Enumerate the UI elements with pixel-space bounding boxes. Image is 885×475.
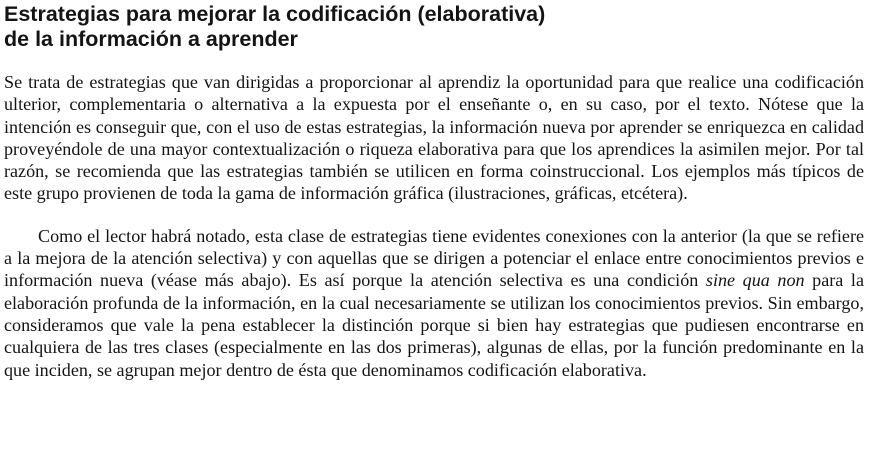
paragraph-1: Se trata de estrategias que van dirigidas a proporcionar al aprendiz la oportunidad para que realice una codificación ulterior, complementaria o alternativa a la expuesta por el enseñante o, en su caso, por el texto. Nótese que la intención es conseguir que, con el uso de estas estrategias, la información nueva por aprender se enriquezca en calidad proveyéndole de una mayor contextualización o riqueza elaborativa para que los aprendices la asimilen mejor. Por tal razón, se recomienda que las estrategias también se utilicen en forma coinstruccional. Los ejemplos más típicos de este grupo provienen de toda la gama de información gráfica (ilustraciones, gráficas, etcétera).	[4, 72, 864, 204]
paragraph-2	[4, 225, 864, 381]
latin-phrase-italic: sine qua non	[705, 270, 805, 291]
document-page	[4, 2, 864, 381]
heading-line-2: de la información a aprender	[4, 27, 298, 51]
paragraph-2-text-end: para la elaboración profunda de la información, en la cual necesariamente se utilizan los conocimientos previos. Sin embargo, consideramos que vale la pena establecer la distinción porque si bien hay estrategias que pudiesen encontrarse en cualquiera de las tres clases (especialmente en las dos primeras), algunas de ellas, por la función predominante en la que inciden, se agrupan mejor dentro de ésta que denominamos codificación elaborativa.	[4, 270, 864, 380]
heading-line-1: Estrategias para mejorar la codificación (elaborativa)	[4, 2, 546, 26]
paragraph-2-text-start: Como el lector habrá notado, esta clase de estrategias tiene evidentes conexiones con la anterior (la que se refiere a la mejora de la atención selectiva) y con aquellas que se dirigen a potenciar el enlace entre conocimientos previos e información nueva (véase más abajo). Es así porque la atención selectiva es una condición	[4, 225, 864, 291]
section-heading	[4, 2, 864, 52]
